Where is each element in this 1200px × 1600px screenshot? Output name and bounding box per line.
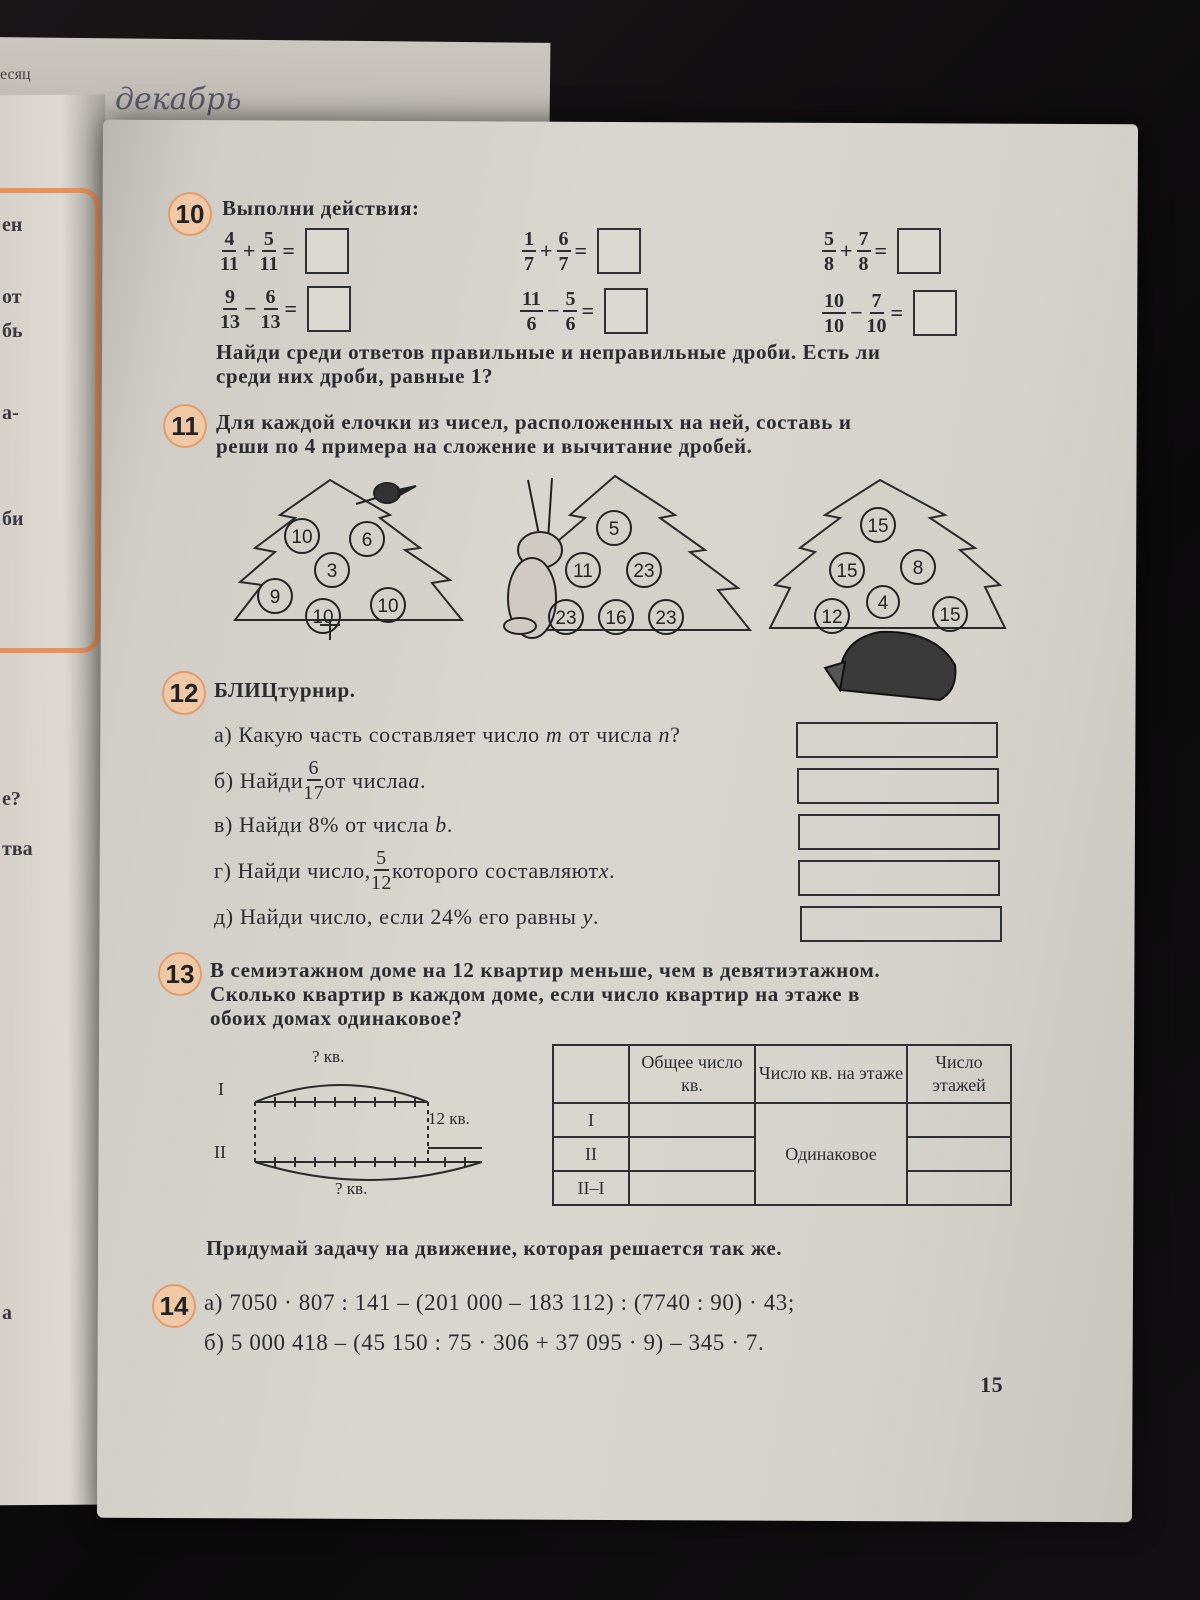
svg-text:23: 23: [655, 608, 677, 629]
month-handwriting: декабрь: [115, 82, 242, 117]
task-text: Сколько квартир в каждом доме, если число квартир на этаже в: [210, 982, 860, 1006]
table-cell[interactable]: [629, 1137, 755, 1171]
task-expression: б) 5 000 418 – (45 150 : 75 · 306 + 37 095 · 9) – 345 · 7.: [204, 1330, 765, 1355]
question-e: д) Найди число, если 24% его равны y.: [214, 904, 600, 929]
left-fragment: а: [2, 1302, 12, 1324]
scheme-diff-label: 12 кв.: [428, 1109, 470, 1128]
task-text: обоих домах одинаковое?: [210, 1006, 463, 1030]
svg-text:9: 9: [269, 587, 281, 608]
svg-text:23: 23: [633, 561, 655, 582]
table-cell[interactable]: [629, 1103, 755, 1137]
month-label: есяц: [0, 66, 31, 83]
svg-text:11: 11: [573, 561, 593, 582]
task-text: Найди среди ответов правильные и неправильные дроби. Есть ли: [216, 340, 881, 364]
table-merged-cell: Одинаковое: [755, 1103, 907, 1205]
task-text: Для каждой елочки из чисел, расположенных на ней, составь и: [216, 410, 852, 434]
fraction-expression: $\frac{5}{8}$ + $\frac{7}{8}$ =: [822, 228, 941, 274]
task-number: 14: [152, 1284, 196, 1328]
svg-text:10: 10: [312, 607, 334, 628]
fraction-expression: $\frac{11}{6}$ − $\frac{5}{6}$ =: [520, 288, 648, 334]
svg-text:6: 6: [361, 530, 373, 551]
table-header: Общее число кв.: [629, 1045, 755, 1103]
left-fragment: е?: [2, 788, 21, 810]
svg-text:8: 8: [912, 558, 924, 579]
task-expression: а) 7050 · 807 : 141 – (201 000 – 183 112) : (7740 : 90) · 43;: [204, 1290, 795, 1315]
page-number: 15: [980, 1372, 1004, 1397]
left-fragment: от: [2, 286, 22, 308]
svg-text:10: 10: [377, 596, 399, 617]
fraction-expression: $\frac{10}{10}$ − $\frac{7}{10}$ =: [822, 290, 957, 336]
svg-text:5: 5: [608, 519, 620, 540]
svg-text:12: 12: [821, 607, 843, 628]
task-text: В семиэтажном доме на 12 квартир меньше, чем в девятиэтажном.: [210, 958, 881, 982]
task-number: 11: [163, 404, 207, 448]
task-text: среди них дроби, равные 1?: [216, 364, 494, 388]
task-number: 10: [168, 192, 212, 236]
svg-text:15: 15: [836, 561, 858, 582]
svg-text:3: 3: [326, 561, 338, 582]
data-table: [552, 1044, 1012, 1206]
scheme-row-label: II: [214, 1142, 226, 1162]
table-row-label: II: [553, 1137, 629, 1171]
svg-text:15: 15: [939, 605, 961, 626]
table-header: Число кв. на этаже: [755, 1045, 907, 1103]
svg-text:10: 10: [291, 527, 313, 548]
task-text: Придумай задачу на движение, которая решается так же.: [206, 1236, 783, 1260]
question-c: в) Найди 8% от числа b.: [214, 812, 453, 837]
task-title: БЛИЦтурнир.: [214, 678, 356, 702]
table-cell[interactable]: [629, 1171, 755, 1205]
table-header: Число этажей: [907, 1045, 1011, 1103]
table-cell[interactable]: [907, 1171, 1011, 1205]
task-number: 12: [162, 671, 206, 715]
task-number: 13: [158, 952, 202, 996]
left-fragment: бь: [2, 320, 23, 342]
scheme-top-label: ? кв.: [312, 1047, 345, 1066]
fraction-expression: $\frac{4}{11}$ + $\frac{5}{11}$ =: [220, 228, 349, 274]
task-text: реши по 4 примера на сложение и вычитание дробей.: [216, 434, 753, 458]
svg-text:23: 23: [555, 608, 577, 629]
svg-text:15: 15: [867, 516, 889, 537]
table-cell[interactable]: [907, 1103, 1011, 1137]
question-a: а) Какую часть составляет число m от числа n?: [214, 722, 681, 747]
scheme-row-label: I: [218, 1079, 224, 1099]
left-fragment: би: [2, 508, 24, 530]
left-fragment: тва: [2, 838, 33, 860]
scheme-bottom-label: ? кв.: [335, 1179, 368, 1198]
svg-text:16: 16: [605, 608, 627, 629]
svg-text:4: 4: [877, 593, 889, 614]
task-title: Выполни действия:: [222, 196, 420, 220]
table-row-label: II–I: [553, 1171, 629, 1205]
table-cell[interactable]: [907, 1137, 1011, 1171]
question-b: б) Найди $\frac{6}{17}$ от числа a .: [214, 757, 427, 804]
left-fragment: ен: [2, 214, 23, 236]
table-header: [553, 1045, 629, 1103]
fraction-expression: $\frac{1}{7}$ + $\frac{6}{7}$ =: [522, 228, 641, 274]
fraction-expression: $\frac{9}{13}$ − $\frac{6}{13}$ =: [220, 286, 351, 332]
question-d: г) Найди число, $\frac{5}{12}$ которого составляют x .: [214, 847, 616, 894]
table-row-label: I: [553, 1103, 629, 1137]
left-fragment: а-: [2, 402, 19, 424]
